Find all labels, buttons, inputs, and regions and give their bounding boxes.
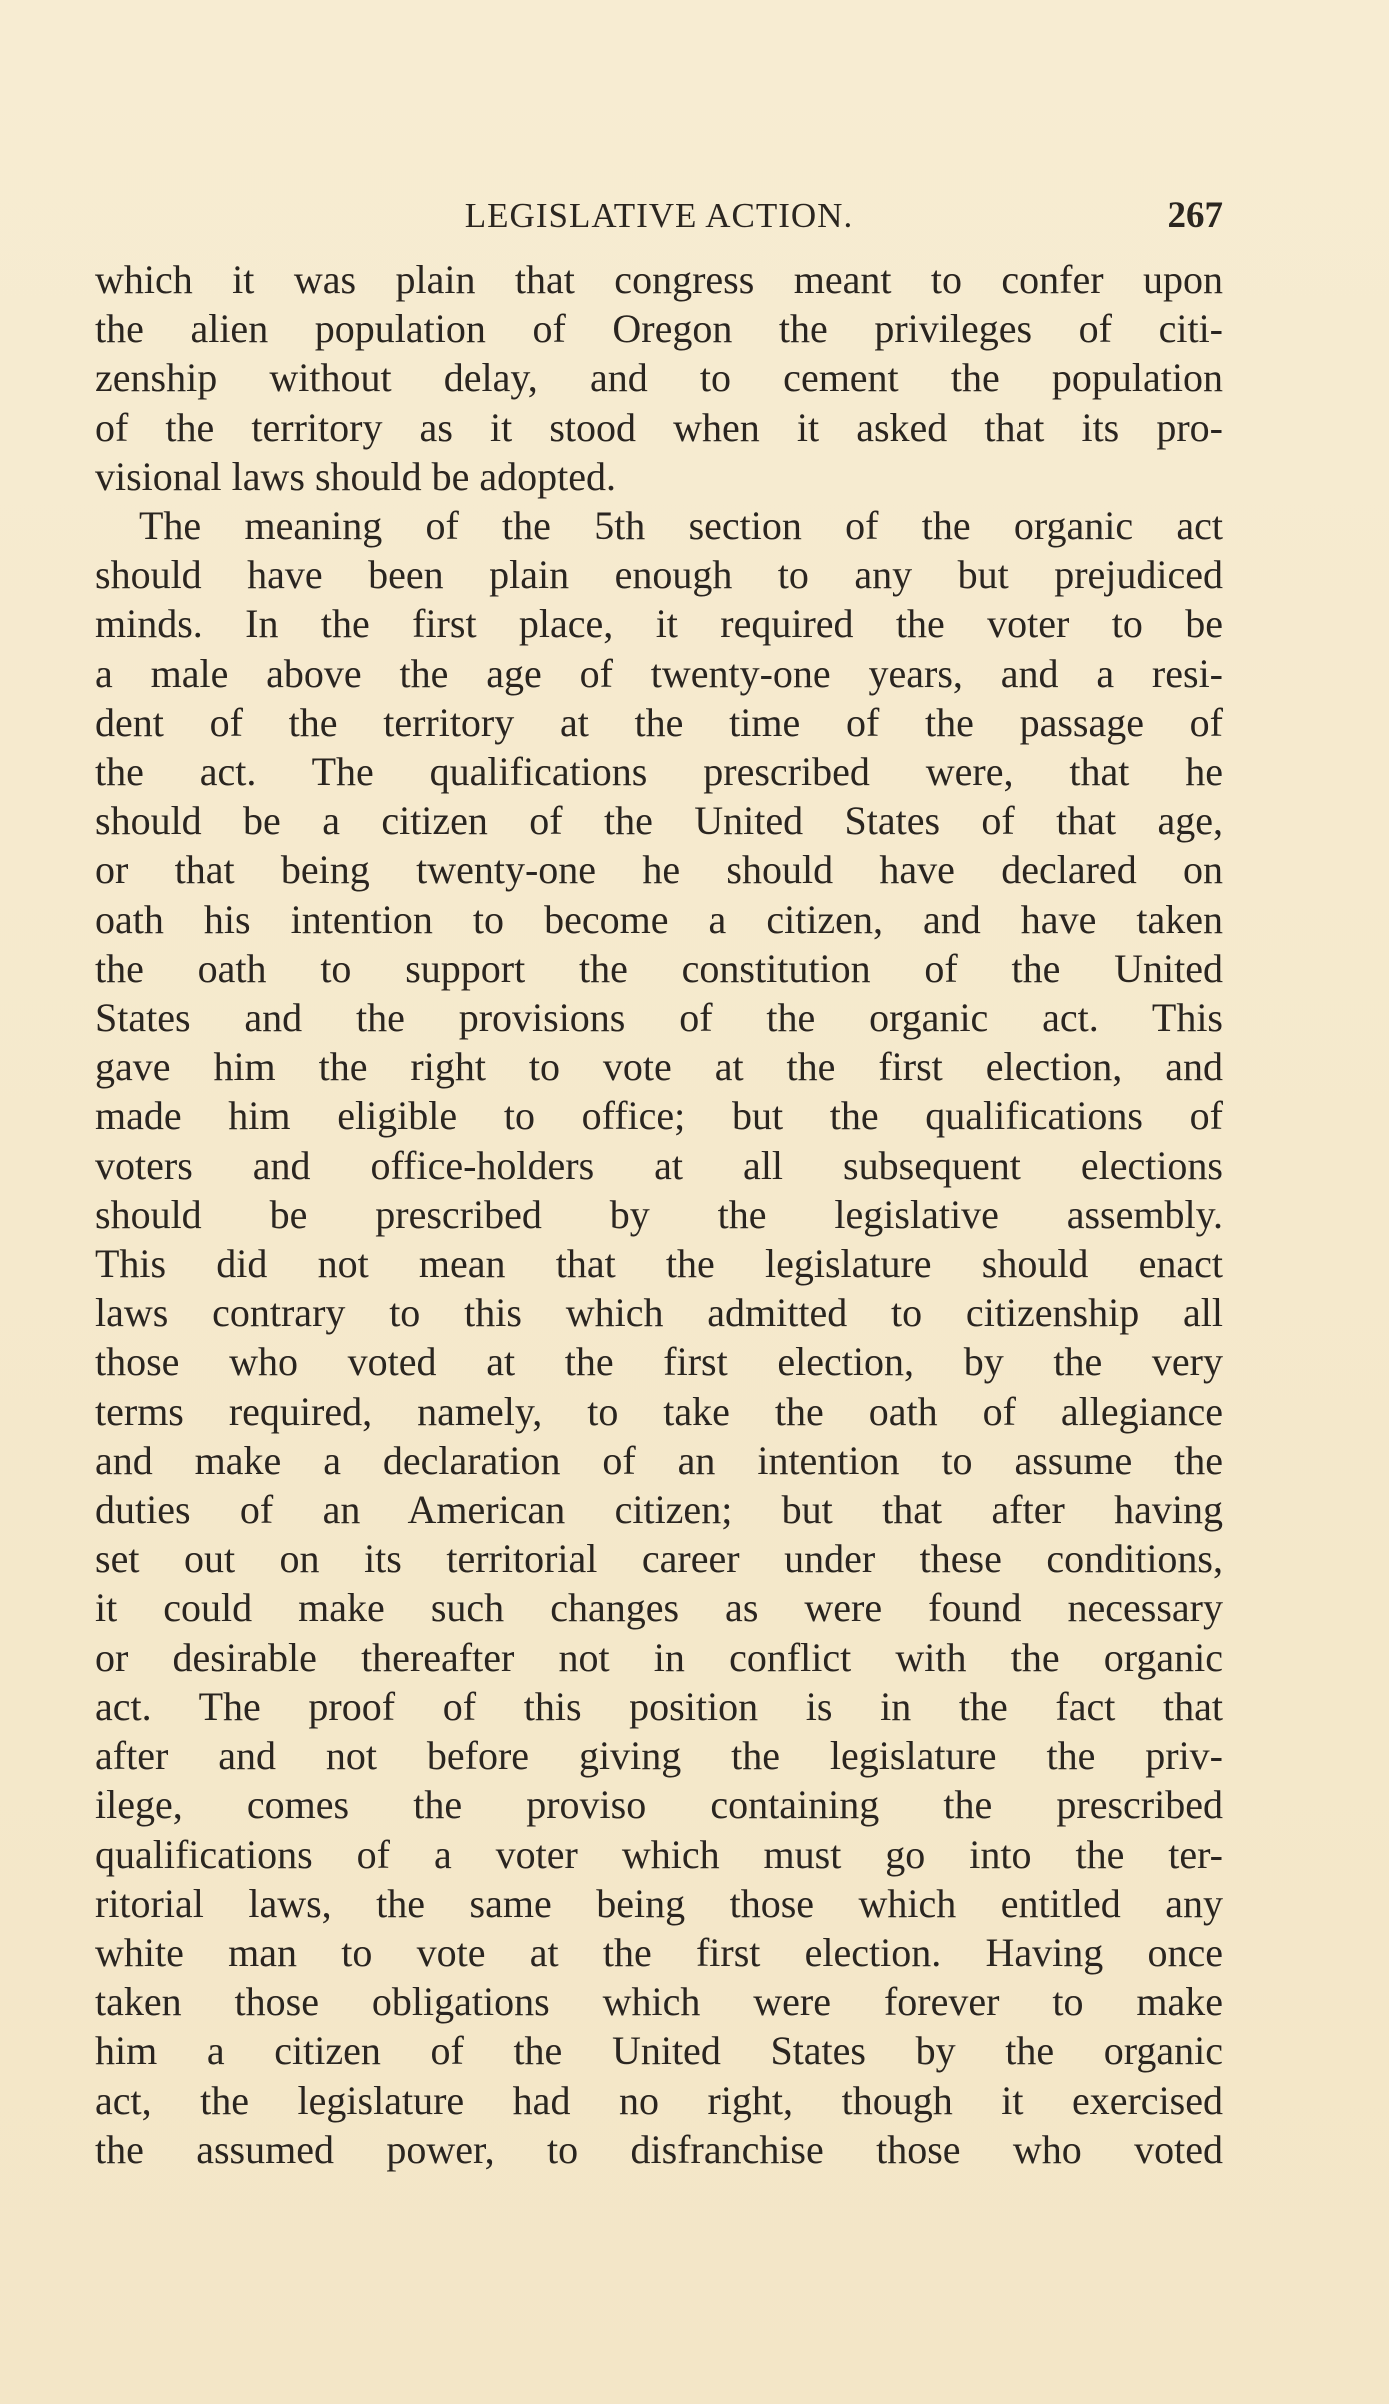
text-line: or that being twenty-one he should have declared on [95,847,1223,893]
text-line: and make a declaration of an intention to assume the [95,1437,1223,1483]
text-line: the alien population of Oregon the privileges of citi- [95,306,1223,352]
text-line: qualifications of a voter which must go into the ter- [95,1831,1223,1877]
text-line: him a citizen of the United States by the organic [95,2028,1223,2074]
text-line: act, the legislature had no right, though it exercised [95,2077,1223,2123]
text-line: or desirable thereafter not in conflict with the organic [95,1634,1223,1680]
text-line: zenship without delay, and to cement the population [95,355,1223,401]
text-line: States and the provisions of the organic act. This [95,995,1223,1041]
text-line: the oath to support the constitution of the United [95,945,1223,991]
body-text [95,255,1223,2174]
page-number: 267 [1167,195,1223,236]
text-line: This did not mean that the legislature should enact [95,1241,1223,1287]
text-line: the act. The qualifications prescribed were, that he [95,749,1223,795]
text-line: those who voted at the first election, by the very [95,1339,1223,1385]
text-line: act. The proof of this position is in the fact that [95,1683,1223,1729]
text-line: white man to vote at the first election. Having once [95,1929,1223,1975]
text-line: of the territory as it stood when it asked that its pro- [95,404,1223,450]
text-line: ritorial laws, the same being those which entitled any [95,1880,1223,1926]
text-line: voters and office-holders at all subsequent elections [95,1142,1223,1188]
text-line: visional laws should be adopted. [95,453,617,499]
text-line: which it was plain that congress meant to confer upon [95,257,1223,302]
text-line: should be a citizen of the United States of that age, [95,798,1223,844]
running-head [95,186,1223,246]
text-line: terms required, namely, to take the oath of allegiance [95,1388,1223,1434]
text-line: should be prescribed by the legislative assembly. [95,1191,1223,1237]
text-line: the assumed power, to disfranchise those who voted [95,2126,1223,2172]
text-line: a male above the age of twenty-one years, and a resi- [95,650,1223,696]
text-line: made him eligible to office; but the qualifications of [95,1093,1223,1139]
text-line: duties of an American citizen; but that after having [95,1487,1223,1533]
text-line: set out on its territorial career under these conditions, [95,1536,1223,1582]
text-line: after and not before giving the legislature the priv- [95,1733,1223,1779]
text-line: ilege, comes the proviso containing the prescribed [95,1782,1223,1828]
text-line: it could make such changes as were found necessary [95,1585,1223,1631]
text-line: The meaning of the 5th section of the organic act [139,503,1223,549]
running-title: LEGISLATIVE ACTION. [464,196,854,235]
text-line: dent of the territory at the time of the passage of [95,699,1223,745]
text-line: minds. In the first place, it required the voter to be [95,601,1223,647]
text-line: oath his intention to become a citizen, and have taken [95,896,1223,942]
text-line: laws contrary to this which admitted to citizenship all [95,1290,1223,1336]
text-line: taken those obligations which were forever to make [95,1979,1223,2025]
text-line: should have been plain enough to any but prejudiced [95,552,1223,598]
text-line: gave him the right to vote at the first election, and [95,1044,1223,1090]
